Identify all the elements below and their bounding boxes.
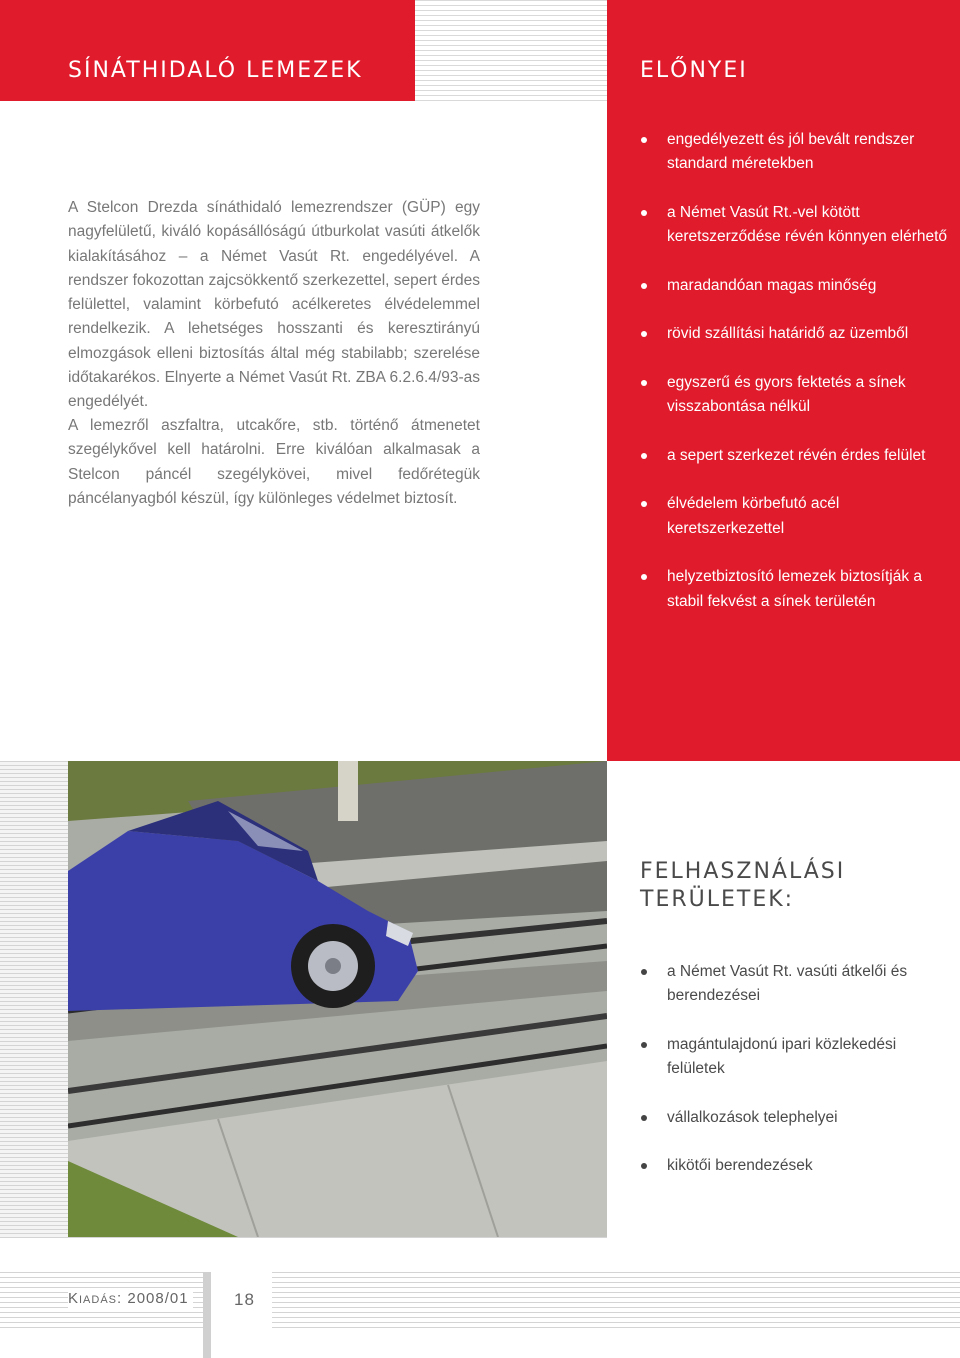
usage-title — [640, 858, 940, 914]
advantage-item: helyzetbiztosító lemezek biztosítják a stabil fekvést a sínek területén — [640, 565, 950, 614]
section-title-right: ELŐNYEI — [640, 58, 748, 83]
advantage-item: maradandóan magas minőség — [640, 274, 950, 298]
advantage-item: a Német Vasút Rt.-vel kötött keretszerződése révén könnyen elérhető — [640, 201, 950, 250]
edition-label: Kiadás: 2008/01 — [68, 1288, 193, 1309]
intro-paragraph-1: A Stelcon Drezda sínáthidaló lemezrendszer (GÜP) egy nagyfelületű, kiváló kopásállóságú útburkolat vasúti átkelők kialakításához – a Német Vasút Rt. engedélyével. A rendszer fokozottan zajcsökkentő szerkezettel, sepert érdes felülettel, valamint körbefutó acélkeretes élvédelemmel rendelkezik. A lehetséges hosszanti és keresztirányú elmozgások elleni biztosítás által még stabilabb; szerelése időtakarékos. Elnyerte a Német Vasút Rt. ZBA 6.2.6.4/93-as engedélyét. — [68, 199, 480, 411]
advantage-item: egyszerű és gyors fektetés a sínek visszabontása nélkül — [640, 371, 950, 420]
usage-title-line-1: FELHASZNÁLÁSI — [640, 859, 846, 884]
header-stripes — [415, 0, 607, 101]
intro-paragraph-2: A lemezről aszfaltra, utcakőre, stb. történő átmenetet szegélykővel kell határolni. Erre kiválóan alkalmasak a Stelcon páncél szegélykövei, mivel fedőrétegük páncélanyagból készül, így különleges védelmet biztosít. — [68, 417, 480, 507]
railway-crossing-photo — [68, 761, 607, 1237]
footer-stripes-right — [272, 1272, 960, 1330]
advantage-item: engedélyezett és jól bevált rendszer standard méretekben — [640, 128, 950, 177]
left-header-bar — [0, 0, 415, 101]
usage-title-line-2: TERÜLETEK: — [640, 887, 795, 912]
usage-item: kikötői berendezések — [640, 1154, 950, 1178]
usage-item: magántulajdonú ipari közlekedési felületek — [640, 1033, 950, 1082]
advantage-item: rövid szállítási határidő az üzemből — [640, 322, 950, 346]
footer-divider — [203, 1272, 211, 1358]
usage-item: vállalkozások telephelyei — [640, 1106, 950, 1130]
advantages-list — [640, 128, 950, 638]
usage-list — [640, 960, 950, 1203]
section-title-left: SÍNÁTHIDALÓ LEMEZEK — [68, 58, 363, 83]
advantage-item: élvédelem körbefutó acél keretszerkezettel — [640, 492, 950, 541]
usage-item: a Német Vasút Rt. vasúti átkelői és berendezései — [640, 960, 950, 1009]
page-number: 18 — [228, 1288, 261, 1312]
advantage-item: a sepert szerkezet révén érdes felület — [640, 444, 950, 468]
